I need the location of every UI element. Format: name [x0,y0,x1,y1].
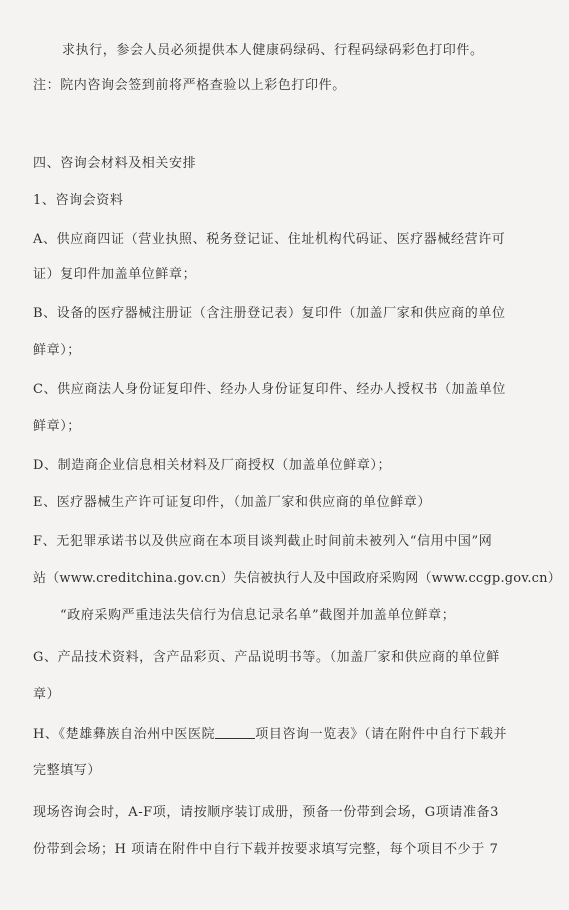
list-item-c-cont: 鲜章）； [33,419,81,434]
note-line: 注：院内咨询会签到前将严格查验以上彩色打印件。 [33,78,346,93]
list-item-h-part2: 项目咨询一览表》（请在附件中自行下载并 [255,727,508,742]
list-item-h-cont: 完整填写） [33,763,102,778]
list-item-h-part1: H、《楚雄彝族自治州中医医院 [33,727,216,742]
list-item-e: E、医疗器械生产许可证复印件，（加盖厂家和供应商的单位鲜章） [33,495,431,510]
paragraph-line: 份带到会场；H 项请在附件中自行下载并按要求填写完整，每个项目不少于 7 [33,842,499,857]
section-heading: 四、咨询会材料及相关安排 [33,156,197,171]
list-item-a-cont: 证）复印件加盖单位鲜章； [33,267,197,282]
list-item-d: D、制造商企业信息相关材料及厂商授权（加盖单位鲜章）； [33,458,392,473]
fill-in-blank [215,727,255,739]
list-item-g: G、产品技术资料，含产品彩页、产品说明书等。（加盖厂家和供应商的单位鲜 [33,650,500,665]
list-item-g-cont: 章） [33,687,61,702]
subsection-heading: 1、咨询会资料 [33,193,124,208]
list-item-c: C、供应商法人身份证复印件、经办人身份证复印件、经办人授权书（加盖单位 [33,382,506,397]
paragraph-line: 现场咨询会时，A-F项，请按顺序装订成册，预备一份带到会场，G项请准备3 [33,805,500,820]
list-item-f-cont: 站（www.creditchina.gov.cn）失信被执行人及中国政府采购网（www.ccgp.gov.cn） [33,571,561,586]
list-item-h [33,727,507,741]
list-item-a: A、供应商四证（营业执照、税务登记证、住址机构代码证、医疗器械经营许可 [33,232,506,247]
list-item-f-cont2: “政府采购严重违法失信行为信息记录名单”截图并加盖单位鲜章； [60,608,456,623]
paragraph-line: 求执行，参会人员必须提供本人健康码绿码、行程码绿码彩色打印件。 [62,43,484,58]
list-item-b-cont: 鲜章）； [33,343,81,358]
list-item-b: B、设备的医疗器械注册证（含注册登记表）复印件（加盖厂家和供应商的单位 [33,306,506,321]
list-item-f: F、无犯罪承诺书以及供应商在本项目谈判截止时间前未被列入“信用中国”网 [33,534,493,549]
